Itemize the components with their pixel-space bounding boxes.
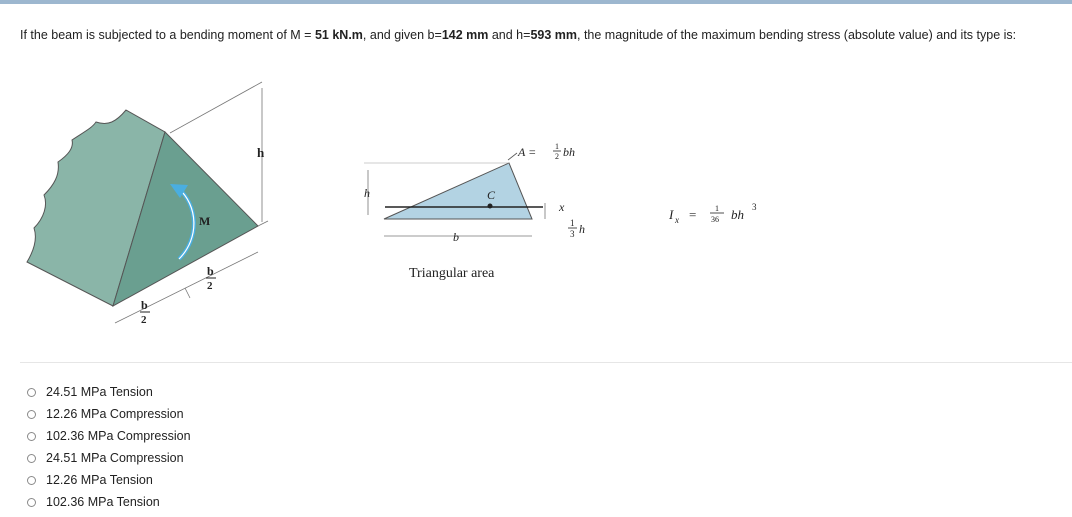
divider	[20, 362, 1072, 363]
beam-moment-label: M	[199, 214, 211, 228]
option-label[interactable]: 24.51 MPa Tension	[46, 385, 153, 399]
area-num: 1	[555, 142, 559, 151]
ix-exponent: 3	[752, 202, 757, 212]
answer-option[interactable]	[27, 425, 191, 447]
area-den: 2	[555, 152, 559, 161]
beam-figure	[0, 70, 1072, 350]
answer-option[interactable]	[27, 469, 191, 491]
ix-subscript: x	[675, 215, 679, 225]
triangle-area	[384, 163, 532, 219]
option-label[interactable]: 102.36 MPa Tension	[46, 495, 160, 509]
top-border	[0, 0, 1072, 4]
radio-button[interactable]	[27, 432, 36, 441]
answer-options	[27, 381, 191, 513]
area-prefix: A =	[518, 145, 537, 159]
radio-button[interactable]	[27, 498, 36, 507]
moment-value: 51 kN.m	[314, 28, 363, 42]
ix-right: bh	[731, 207, 744, 222]
third-num: 1	[570, 218, 575, 228]
answer-option[interactable]	[27, 381, 191, 403]
dimension-line	[258, 221, 268, 226]
answer-option[interactable]	[27, 447, 191, 469]
question-part: , the magnitude of the maximum bending stress (absolute value) and its type is:	[577, 28, 1017, 42]
ix-equals: =	[689, 207, 697, 222]
centroid-label: C	[487, 188, 496, 202]
ix-den: 36	[711, 215, 719, 224]
dimension-line	[185, 288, 190, 298]
option-label[interactable]: 12.26 MPa Compression	[46, 407, 184, 421]
beam-b-half-den-2: 2	[141, 314, 147, 326]
radio-button[interactable]	[27, 454, 36, 463]
centroid-point	[488, 204, 493, 209]
option-label[interactable]: 12.26 MPa Tension	[46, 473, 153, 487]
beam-h-label: h	[257, 145, 265, 160]
radio-button[interactable]	[27, 410, 36, 419]
leader-line	[508, 153, 517, 160]
b-value: 142 mm	[441, 28, 489, 42]
question-part: If the beam is subjected to a bending moment of M =	[20, 28, 315, 42]
ix-num: 1	[715, 204, 719, 213]
radio-button[interactable]	[27, 476, 36, 485]
x-axis-label: x	[559, 200, 565, 214]
dimension-line	[170, 82, 262, 133]
beam-b-half-num-2: b	[141, 298, 148, 312]
third-suffix: h	[579, 222, 585, 236]
area-suffix: bh	[563, 145, 575, 159]
ix-symbol: I	[669, 207, 674, 222]
answer-option[interactable]	[27, 403, 191, 425]
radio-button[interactable]	[27, 388, 36, 397]
answer-option[interactable]	[27, 491, 191, 513]
figure-caption: Triangular area	[409, 266, 495, 281]
question-part: , and given b=	[362, 28, 442, 42]
beam-b-half-num: b	[207, 264, 214, 278]
tri-b-label: b	[453, 230, 459, 244]
beam-b-half-den: 2	[207, 280, 213, 292]
tri-h-label: h	[364, 186, 370, 200]
option-label[interactable]: 24.51 MPa Compression	[46, 451, 184, 465]
option-label[interactable]: 102.36 MPa Compression	[46, 429, 191, 443]
question-part: and h=	[488, 28, 531, 42]
question-text	[20, 27, 1060, 43]
h-value: 593 mm	[530, 28, 577, 42]
third-den: 3	[570, 229, 575, 239]
